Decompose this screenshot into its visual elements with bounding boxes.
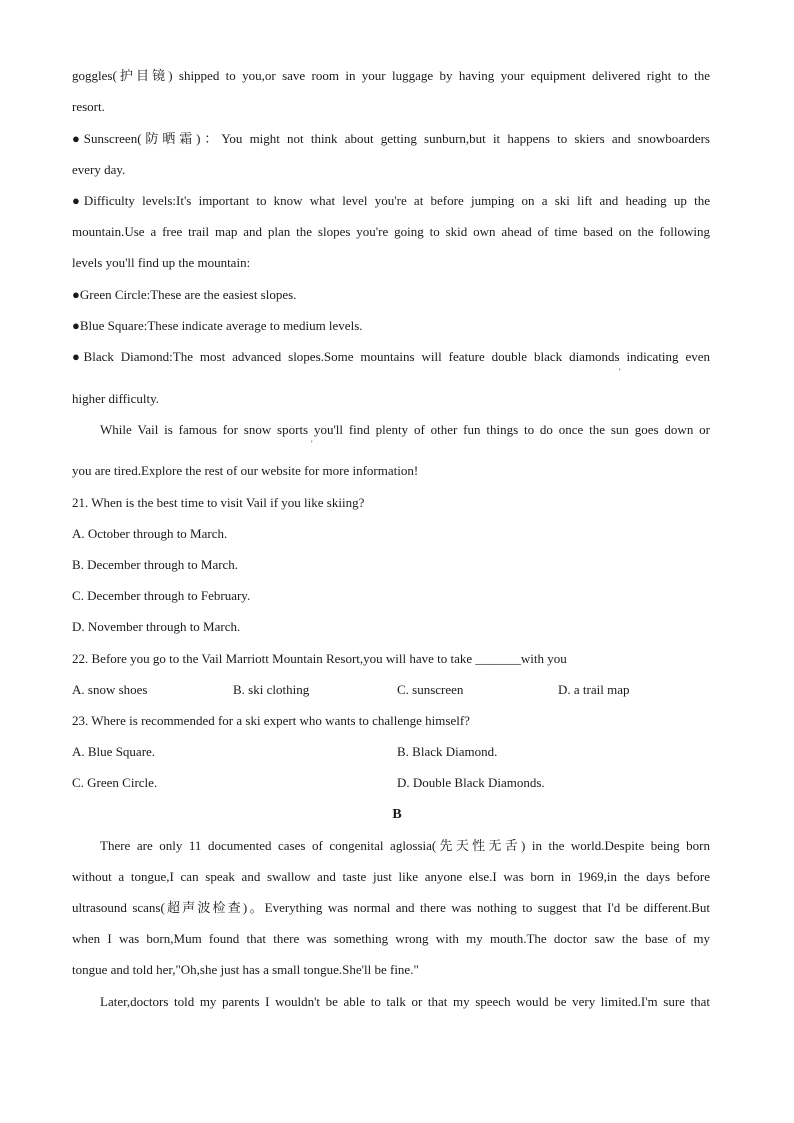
question-21-stem: 21. When is the best time to visit Vail if you like skiing? [72, 495, 365, 510]
bullet-sunscreen: ●Sunscreen(防晒霜)：You might not think about getting sunburn,but it happens to skiers and snowboarders [72, 131, 710, 146]
question-22-option-c: C. sunscreen [397, 682, 464, 697]
section-b-paragraph-line: There are only 11 documented cases of congenital aglossia(先天性无舌) in the world.Despite being born [100, 838, 710, 853]
passage-line: higher difficulty. [72, 391, 160, 406]
question-22-option-b: B. ski clothing [233, 682, 310, 697]
bullet-difficulty-levels: ●Difficulty levels:It's important to know what level you're at before jumping on a ski lift and heading up the [72, 193, 710, 208]
question-21-option-c: C. December through to February. [72, 588, 251, 603]
section-b-paragraph-line: when I was born,Mum found that there was something wrong with my mouth.The doctor saw the base of my [72, 931, 710, 946]
passage-line: every day. [72, 162, 126, 177]
section-heading: B [392, 807, 402, 822]
question-21-option-b: B. December through to March. [72, 557, 239, 572]
bullet-blue-square: ●Blue Square:These indicate average to medium levels. [72, 318, 363, 333]
passage-line: goggles(护目镜) shipped to you,or save room in your luggage by having your equipment delivered right to the [72, 68, 710, 83]
question-21-option-a: A. October through to March. [72, 526, 228, 541]
question-22-option-d: D. a trail map [558, 682, 630, 697]
question-23-option-c: C. Green Circle. [72, 775, 158, 790]
section-b-paragraph-2-line: Later,doctors told my parents I wouldn't be able to talk or that my speech would be very limited.I'm sure that [100, 994, 710, 1009]
question-23-stem: 23. Where is recommended for a ski expert who wants to challenge himself? [72, 713, 470, 728]
passage-line: you are tired.Explore the rest of our website for more information! [72, 463, 419, 478]
question-21-option-d: D. November through to March. [72, 619, 241, 634]
question-23-option-a: A. Blue Square. [72, 744, 156, 759]
closing-paragraph: While Vail is famous for snow sports you'll find plenty of other fun things to do once the sun goes down or [100, 422, 710, 437]
question-23-option-b: B. Black Diamond. [397, 744, 498, 759]
question-22-option-a: A. snow shoes [72, 682, 148, 697]
passage-line: mountain.Use a free trail map and plan the slopes you're going to skid own ahead of time based on the following [72, 224, 710, 239]
passage-line: levels you'll find up the mountain: [72, 255, 251, 270]
bullet-green-circle: ●Green Circle:These are the easiest slopes. [72, 287, 297, 302]
section-b-paragraph-line: tongue and told her,"Oh,she just has a small tongue.She'll be fine." [72, 962, 419, 977]
stray-mark: ' [311, 439, 313, 449]
question-22-stem: 22. Before you go to the Vail Marriott Mountain Resort,you will have to take _______with you [72, 651, 567, 666]
question-23-option-d: D. Double Black Diamonds. [397, 775, 545, 790]
passage-line: resort. [72, 99, 105, 114]
section-b-paragraph-line: without a tongue,I can speak and swallow and taste just like anyone else.I was born in 1969,in the days before [72, 869, 710, 884]
stray-mark: ' [619, 367, 621, 377]
bullet-black-diamond: ●Black Diamond:The most advanced slopes.Some mountains will feature double black diamonds indicating even [72, 349, 710, 364]
section-b-paragraph-line: ultrasound scans(超声波检查)。Everything was normal and there was nothing to suggest that I'd be different.But [72, 900, 710, 915]
